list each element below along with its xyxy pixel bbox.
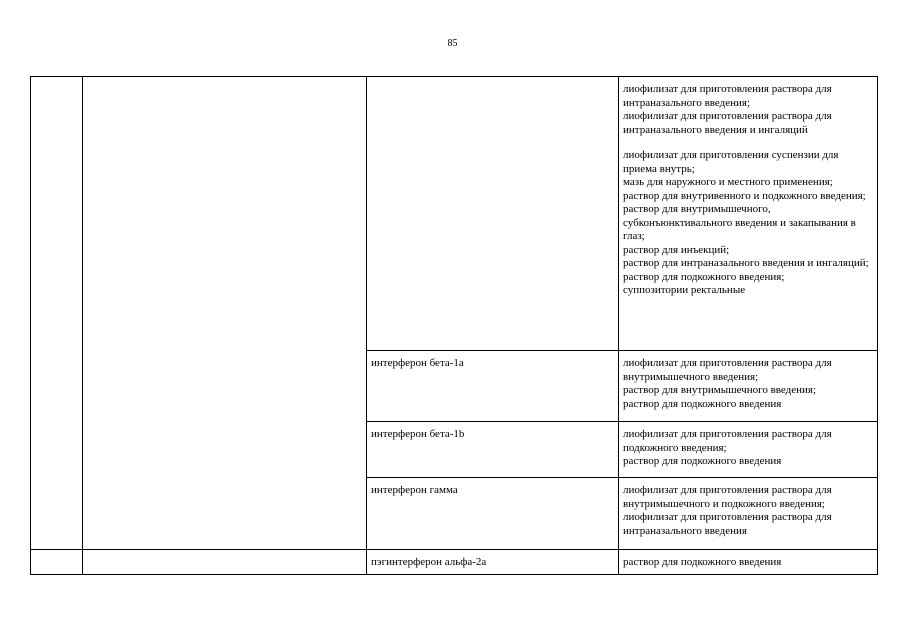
dosage-form: раствор для интраназального введения и ингаляций; — [623, 257, 869, 269]
dosage-form: лиофилизат для приготовления раствора для интраназального введения и ингаляций — [623, 110, 832, 136]
dosage-form: суппозитории ректальные — [623, 284, 746, 296]
dosage-form: раствор для внутримышечного введения; — [623, 384, 817, 396]
table-row — [31, 550, 878, 575]
dosage-forms-cell — [619, 422, 878, 478]
dosage-forms-cell — [619, 77, 878, 351]
drug-name-cell: интерферон бета-1b — [367, 422, 619, 478]
dosage-form: раствор для внутривенного и подкожного введения; — [623, 189, 866, 202]
dosage-form: раствор для подкожного введения — [623, 397, 782, 410]
dosage-form: лиофилизат для приготовления раствора для внутримышечного введения; — [623, 357, 832, 383]
group-name-cell — [83, 550, 367, 575]
dosage-form: раствор для подкожного введения; — [623, 270, 785, 283]
dosage-form: лиофилизат для приготовления раствора для интраназального введения; — [623, 83, 832, 109]
dosage-forms-cell — [619, 351, 878, 422]
table-row — [31, 77, 878, 351]
page-number: 85 — [447, 38, 458, 49]
dosage-forms-cell — [619, 550, 878, 575]
group-name-cell — [83, 77, 367, 550]
dosage-form: раствор для инъекций; — [623, 243, 730, 256]
atc-code-cell — [31, 550, 83, 575]
drug-table — [30, 76, 878, 575]
dosage-form: раствор для подкожного введения — [623, 455, 782, 467]
dosage-form: мазь для наружного и местного применения; — [623, 176, 833, 188]
dosage-form: лиофилизат для приготовления раствора для подкожного введения; — [623, 428, 832, 454]
atc-code-cell — [31, 77, 83, 550]
dosage-forms-cell — [619, 478, 878, 550]
drug-name-cell: пэгинтерферон альфа-2a — [367, 550, 619, 575]
drug-name-cell — [367, 77, 619, 351]
drug-name-cell: интерферон гамма — [367, 478, 619, 550]
dosage-form: раствор для подкожного введения — [623, 556, 782, 568]
dosage-form: лиофилизат для приготовления раствора для внутримышечного и подкожного введения; — [623, 484, 832, 510]
drug-name-cell: интерферон бета-1a — [367, 351, 619, 422]
dosage-form: раствор для внутримышечного, субконъюнктивального введения и закапывания в глаз; — [623, 203, 856, 242]
dosage-form: лиофилизат для приготовления суспензии для приема внутрь; — [623, 149, 839, 175]
dosage-form: лиофилизат для приготовления раствора для интраназального введения — [623, 511, 832, 537]
